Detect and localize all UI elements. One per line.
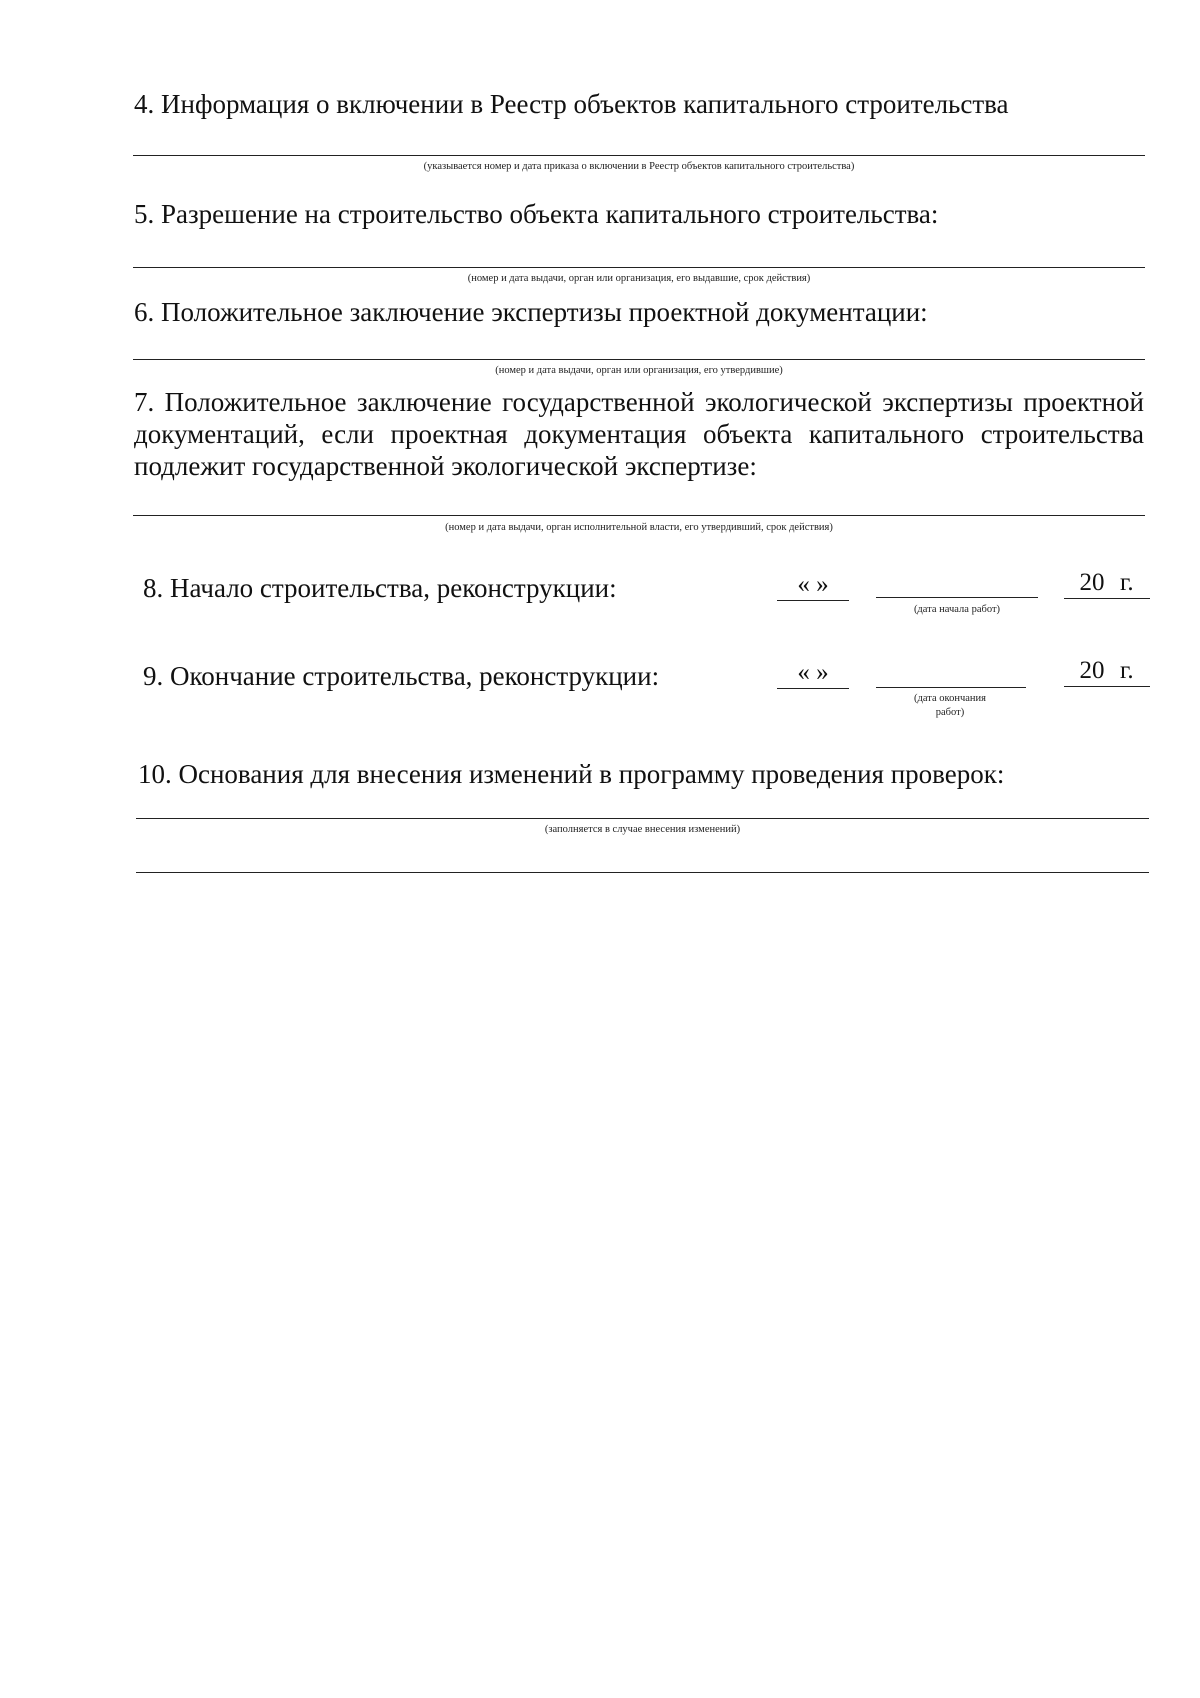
section-5-caption: (номер и дата выдачи, орган или организация, его выдавшие, срок действия) [467, 273, 811, 284]
section-7-text: 7. Положительное заключение государственной экологической экспертизы проектной документаций, если проектная документация объекта капитального строительства подлежит государственной экологической экспертизе: [134, 387, 1144, 481]
section-9-heading: 9. Окончание строительства, реконструкции: [143, 661, 660, 691]
section-9-caption: (дата окончания работ) [914, 693, 986, 718]
section-8-day-field[interactable]: « » [777, 570, 849, 601]
section-7-input-line[interactable] [133, 515, 1145, 516]
section-9-month-line[interactable] [876, 687, 1026, 688]
section-6-caption: (номер и дата выдачи, орган или организация, его утвердившие) [495, 365, 783, 376]
section-8-year-field[interactable] [1064, 568, 1150, 599]
section-6-input-line[interactable] [133, 359, 1145, 360]
section-4-input-line[interactable] [133, 155, 1145, 156]
section-9-year-suffix: г. [1120, 657, 1134, 684]
section-10-input-line[interactable] [136, 818, 1149, 819]
section-9-year-field[interactable] [1064, 656, 1150, 687]
section-8-caption: (дата начала работ) [913, 604, 1001, 615]
section-7-caption: (номер и дата выдачи, орган исполнительной власти, его утвердивший, срок действия) [445, 522, 833, 533]
section-4-heading: 4. Информация о включении в Реестр объектов капитального строительства [134, 89, 1009, 119]
section-5-heading: 5. Разрешение на строительство объекта капитального строительства: [134, 199, 939, 229]
section-10-caption: (заполняется в случае внесения изменений) [544, 824, 741, 835]
section-9-year-prefix: 20 [1079, 657, 1105, 684]
section-9-day-field[interactable]: « » [777, 658, 849, 689]
section-8-year-suffix: г. [1120, 569, 1134, 596]
section-8-month-line[interactable] [876, 597, 1038, 598]
section-6-heading: 6. Положительное заключение экспертизы проектной документации: [134, 297, 928, 327]
section-10-heading: 10. Основания для внесения изменений в программу проведения проверок: [138, 759, 1005, 789]
section-10-second-line[interactable] [136, 872, 1149, 873]
section-5-input-line[interactable] [133, 267, 1145, 268]
section-8-year-prefix: 20 [1079, 569, 1105, 596]
section-4-caption: (указывается номер и дата приказа о включении в Реестр объектов капитального строительства) [423, 161, 855, 172]
section-8-heading: 8. Начало строительства, реконструкции: [143, 573, 617, 603]
